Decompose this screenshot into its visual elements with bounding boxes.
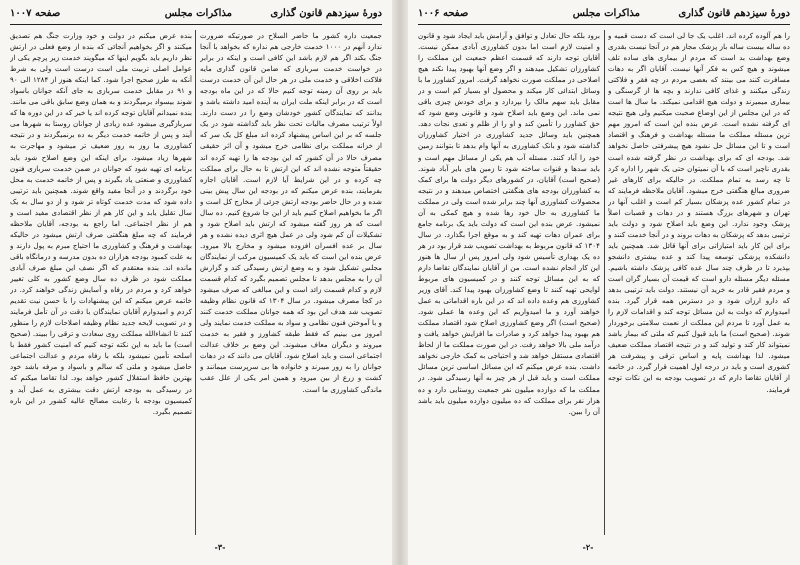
page-header: [10, 6, 382, 22]
right-page: [408, 0, 800, 565]
section-title: مذاکرات مجلس: [164, 8, 232, 19]
left-page: [0, 0, 392, 565]
column-text: جمعیت داره کشور ما حاضر السلاح در صورتیکه ضرورت ندارد آنهم در ۱۰۰۰ خدمت خارجی هم نداره که بخواهد با آنجا جنگ بکند اگر هم لازم باشد این کافی است و اینکه در برابر در خواست خدمت سربازی که ضامن قانون گذاری مایه فلاکت اخلاقی و خدمت ملی در هر حال این آن خدمت درست باید بر روی آن زمینه توجه کنیم حالا که در این ماه بودجه است که در برابر اینکه ملت ایران به آینده امید داشته باشد و بدانند که نمایندگان کشور خودشان وضع را در دست دارند. اولاً ترتیب مصرف مالیات تحت نظر باید گذاشته شود در یک جلسه که بر این اساس پیشنهاد کرده اند مبلغ کل یک سر که از خزانه مملکت برای نظامی خرج میشود و آن اثر حقیقی مصرف حالا در آن کشور که این بودجه ها را تهیه کرده اند حقیقتاً متوجه نشده اند که این ارتش تا به حال برای مملکت چه کرده و در این شرایط آیا لازم است. آقایان اجازه بفرمایند، بنده عرض میکنم که در بودجه این سال پیش بینی شده و در حال حاضر بودجه ارتش جزئی از مخارج کل است و اگر ما بخواهیم اصلاح کنیم باید از این جا شروع کنیم. ده سال است که هر روز گفته میشود که ارتش باید اصلاح شود و تشکیلات آن کم شود ولی در عمل هیچ اثری دیده نشده و هر سال بر عده افسران افزوده میشود و مخارج بالا میرود. عرض بنده این است که باید یک کمیسیون مرکب از نمایندگان مجلس تشکیل شود و به وضع ارتش رسیدگی کند و گزارش آن را به مجلس بدهد تا مجلس تصمیم بگیرد که کدام قسمت لازم و کدام قسمت زائد است و این مبالغی که صرف میشود در کجا مصرف میشود. در سال ۱۳۰۴ که قانون نظام وظیفه تصویب شد هدف این بود که همه جوانان مملکت خدمت کنند و با آموختن فنون نظامی و سواد به مملکت خدمت نمایند ولی امروز می بینیم که فقط طبقه کشاورز و فقیر به خدمت میروند و دیگران معاف میشوند. این وضع بر خلاف عدالت اجتماعی است و باید اصلاح شود. آقایان می دانند که در دهات جوانان را به زور میبرند و خانواده ها بی سرپرست میمانند و کشت و زرع از بین میرود و همین امر یکی از علل عقب ماندگی کشاورزی ما است.: [200, 31, 382, 394]
folio-number: -۳-: [214, 542, 226, 552]
session-title: دورهٔ سیزدهم قانون گذاری: [678, 8, 790, 19]
session-title: دورهٔ سیزدهم قانون گذاری: [270, 8, 382, 19]
book-gutter: [392, 0, 408, 565]
text-column-left: [418, 30, 600, 538]
header-rule: [10, 24, 382, 25]
text-column-right: [200, 30, 382, 538]
text-column-right: [608, 30, 790, 538]
page-number-label: صفحه ۱۰۰۶: [418, 8, 469, 19]
column-divider: [604, 30, 605, 535]
column-divider: [195, 30, 196, 535]
column-text: را هم آلوده کرده اند. اغلب یک جا لی است که دست قمیه و ده ساله بیست ساله باز پزشک مجاز هم در آنجا نیست بقدری وضع بهداشت بد است که مردم از بیماری های ساده تلف میشوند و هیچ کس به فکر آنها نیست. آقایان اگر به دهات مسافرت کنند می بینند که بعضی مردم در چه فقر و فلاکتی زندگی میکنند و غذای کافی ندارند و بچه ها از گرسنگی و بیماری میمیرند و دولت هیچ اقدامی نمیکند. ما سال ها است که در این مجلس از این اوضاع صحبت میکنیم ولی هیچ نتیجه ای گرفته نشده است. عرض بنده این است که امروز مهم ترین مسئله مملکت ما مسئله بهداشت و فرهنگ و اقتصاد است و تا این مسائل حل نشود هیچ پیشرفتی حاصل نخواهد شد. بودجه ای که برای بهداشت در نظر گرفته شده است بقدری ناچیز است که با آن نمیتوان حتی یک شهر را اداره کرد تا چه رسد به تمام مملکت. در حالیکه برای کارهای غیر ضروری مبالغ هنگفتی خرج میشود. آقایان ملاحظه فرمایند که در تمام کشور عده پزشکان بسیار کم است و اغلب آنها در تهران و شهرهای بزرگ هستند و در دهات و قصبات اصلاً پزشک وجود ندارد. این وضع باید اصلاح شود و دولت باید ترتیبی بدهد که پزشکان به دهات بروند و در آنجا خدمت کنند و برای این کار باید امتیازاتی برای آنها قائل شد. همچنین باید دانشکده پزشکی توسعه پیدا کند و عده بیشتری دانشجو بپذیرد تا در ظرف چند سال عده کافی پزشک داشته باشیم. مسئله دیگر مسئله دارو است که قیمت آن بسیار گران است و مردم فقیر قادر به خرید آن نیستند. دولت باید ترتیبی بدهد که دارو ارزان شود و در دسترس همه قرار گیرد. بنده امیدوارم که دولت به این مسائل توجه کند و اقدامات لازم را به عمل آورد تا مردم این مملکت از نعمت سلامتی برخوردار شوند. (صحیح است) ما باید قبول کنیم که ملتی که بیمار باشد نمیتواند کار کند و تولید کند و در نتیجه اقتصاد مملکت ضعیف میشود. لذا بهداشت پایه و اساس ترقی و پیشرفت هر کشوری است و باید در درجه اول اهمیت قرار گیرد. در خاتمه از آقایان تقاضا دارم که در تصویب بودجه به این نکات توجه فرمایند.: [608, 31, 790, 394]
section-title: مذاکرات مجلس: [572, 8, 640, 19]
header-rule: [418, 24, 790, 25]
page-header: [418, 6, 790, 22]
column-text: بنده عرض میکنم در دولت و خود وزارت جنگ هم تصدیق میکنند و اگر بخواهیم آنجائی که بنده از وضع فعلی در ارتش نظر داریم باید بگویم اینها که میگویند خدمت زیر پرچم یکی از عوامل اصلی تربیت ملی است درست است ولی به شرط آنکه به طرز صحیح اجرا شود. کما اینکه هنوز از ۱۲۸۴ الی ۹۰ و ۹۱ در مقابل خدمت سربازی به جای آنکه جوانان باسواد شوند بیسواد برمیگردند و به همان وضع سابق باقی می مانند. بنده نمیدانم آقایان توجه کرده اند یا خیر که در این دوره ها که سربازگیری میشود عده زیادی از جوانان روستا به شهرها می آیند و پس از خاتمه خدمت دیگر به ده برنمیگردند و در نتیجه کشاورزی ما روز به روز ضعیف تر میشود و مهاجرت به شهرها زیاد میشود. برای اینکه این وضع اصلاح شود باید برنامه ای تهیه شود که جوانان در ضمن خدمت سربازی فنون کشاورزی و صنعتی یاد بگیرند و پس از خاتمه خدمت به محل خود برگردند و در آنجا مفید واقع شوند. همچنین باید ترتیبی داده شود که مدت خدمت کوتاه تر شود و از دو سال به یک سال تقلیل یابد و این کار هم از نظر اقتصادی مفید است و هم از نظر اجتماعی. اما راجع به بودجه، آقایان ملاحظه فرمایند که چه مبلغ هنگفتی صرف ارتش میشود در حالیکه بهداشت و فرهنگ و کشاورزی ما احتیاج مبرم به پول دارند و به علت کمبود بودجه هزاران ده بدون مدرسه و درمانگاه باقی مانده اند. بنده معتقدم که اگر نصف این مبلغ صرف آبادی مملکت شود در ظرف ده سال وضع کشور به کلی تغییر خواهد کرد و مردم در رفاه و آسایش زندگی خواهند کرد. در خاتمه عرض میکنم که این پیشنهادات را با حسن نیت تقدیم کردم و امیدوارم آقایان نمایندگان با دقت در آن تأمل فرمایند و در تصویب لایحه جدید نظام وظیفه اصلاحات لازم را منظور کنند تا انشاءالله مملکت روی سعادت و ترقی را ببیند. (صحیح است) ما باید به این نکته توجه کنیم که امنیت کشور فقط با اسلحه تأمین نمیشود بلکه با رفاه مردم و عدالت اجتماعی حاصل میشود و ملتی که سالم و باسواد و مرفه باشد خود بهترین حافظ استقلال کشور خواهد بود. لذا تقاضا میکنم که در رسیدگی به بودجه ارتش دقت بیشتری به عمل آید و کمیسیون بودجه با رعایت مصالح عالیه کشور در این باره تصمیم بگیرد.: [10, 31, 192, 416]
page-number-label: صفحه ۱۰۰۷: [10, 8, 61, 19]
folio-number: -۲-: [582, 542, 594, 552]
text-column-left: [10, 30, 192, 538]
column-text: برود بلکه حال تعادل و توافق و آرامش باید ایجاد شود و قانون و امنیت لازم است اما بدون کشاورزی آبادی ممکن نیست. آقایان توجه دارند که قسمت اعظم جمعیت این مملکت را کشاورزان تشکیل میدهند و اگر وضع آنها بهبود پیدا نکند هیچ اصلاحی در مملکت صورت نخواهد گرفت. امروز کشاورز ما با وسائل ابتدائی کار میکند و محصول او بسیار کم است و در مقابل باید سهم مالک را بپردازد و برای خودش چیزی باقی نمی ماند. این وضع باید اصلاح شود و قانونی وضع شود که حق کشاورز را تأمین کند و او را از ظلم و تعدی نجات دهد. همچنین باید وسائل جدید کشاورزی در اختیار کشاورزان گذاشته شود و بانک کشاورزی به آنها وام بدهد تا بتوانند زمین خود را آباد کنند. مسئله آب هم یکی از مسائل مهم است و باید سدها و قنوات ساخته شود تا زمین های بایر آباد شوند. (صحیح است) آقایان، در کشورهای دیگر دولت ها برای کمک به کشاورزان بودجه های هنگفتی اختصاص میدهند و در نتیجه محصولات کشاورزی آنها چند برابر شده است ولی در مملکت ما کشاورزی به حال خود رها شده و هیچ کمکی به آن نمیشود. عرض بنده این است که دولت باید یک برنامه جامع برای عمران دهات تهیه کند و به موقع اجرا بگذارد. در سال ۱۳۰۴ که قانون مربوط به بهداشت تصویب شد قرار بود در هر ده یک بهداری تأسیس شود ولی امروز پس از سال ها هنوز این کار انجام نشده است. من از آقایان نمایندگان تقاضا دارم که به این مسائل توجه کنند و در کمیسیون های مربوط لوایحی تهیه کنند تا وضع کشاورزان بهبود پیدا کند. آقای وزیر کشاورزی هم وعده داده اند که در این باره اقداماتی به عمل خواهند آورد و ما امیدواریم که این وعده ها عملی شود. (صحیح است) اگر وضع کشاورزی اصلاح شود اقتصاد مملکت هم بهبود پیدا خواهد کرد و صادرات ما افزایش خواهد یافت و درآمد ملی بالا خواهد رفت. در این صورت مملکت ما از لحاظ اقتصادی مستقل خواهد شد و احتیاجی به کمک خارجی نخواهد داشت. بنده عرض میکنم که این مسائل اساسی ترین مسائل مملکت است و باید قبل از هر چیز به آنها رسیدگی شود. در مملکت ما که دوازده میلیون نفر جمعیت روستایی دارد و ده هزار نفر برای مملکت که ده میلیون دوازده میلیون باید باشد آن را ببین.: [418, 31, 600, 416]
